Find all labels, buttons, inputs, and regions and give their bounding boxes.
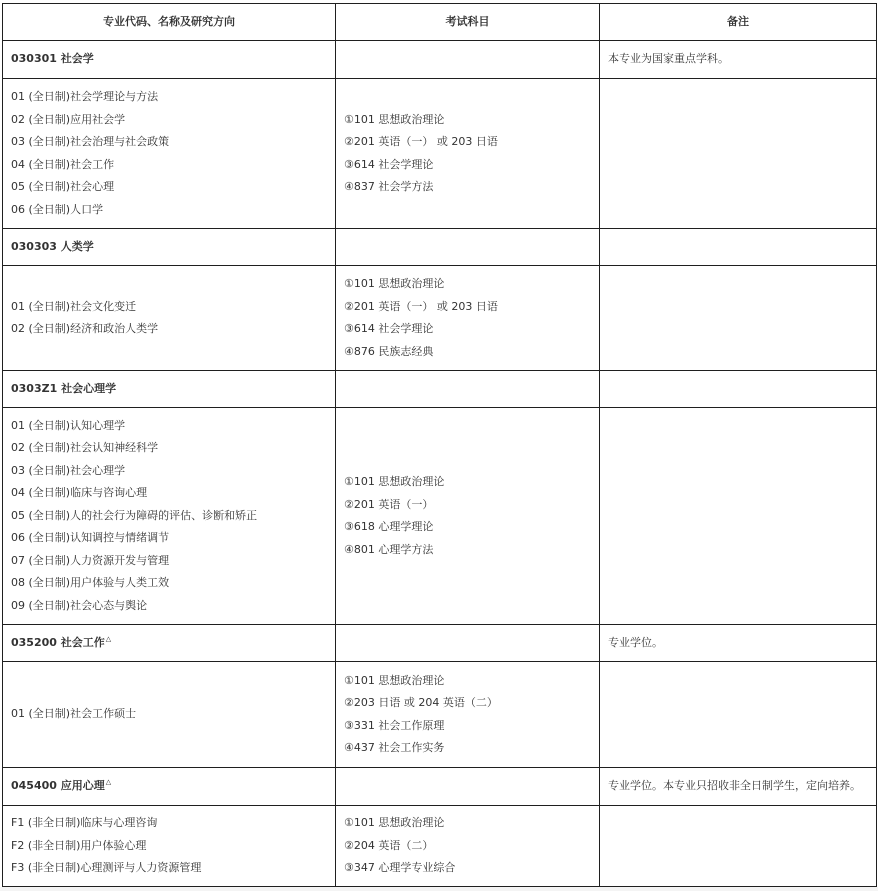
- directions-cell: [3, 79, 336, 229]
- exam-item: ③618 心理学理论: [344, 520, 434, 533]
- professional-degree-marker: △: [105, 778, 112, 787]
- direction-note: [600, 79, 877, 229]
- directions-cell: [3, 408, 336, 625]
- directions-cell: [3, 662, 336, 768]
- exam-item: ②203 日语 或 204 英语（二）: [344, 696, 498, 709]
- major-title-cell: [3, 625, 336, 662]
- direction-item: 06 (全日制)人口学: [11, 202, 104, 216]
- direction-item: 02 (全日制)社会认知神经科学: [11, 441, 159, 455]
- major-title: 035200 社会工作: [11, 635, 105, 649]
- direction-row: [3, 806, 877, 887]
- header-major: 专业代码、名称及研究方向: [3, 4, 336, 41]
- major-title-cell: [3, 41, 336, 79]
- direction-item: F2 (非全日制)用户体验心理: [11, 838, 147, 852]
- major-exam-cell: [336, 41, 600, 79]
- direction-item: 05 (全日制)社会心理: [11, 180, 115, 193]
- major-row: [3, 768, 877, 806]
- exams-cell: [336, 408, 600, 625]
- exam-item: ③331 社会工作原理: [344, 718, 445, 732]
- direction-item: 02 (全日制)经济和政治人类学: [11, 322, 159, 335]
- header-exams: 考试科目: [336, 4, 600, 41]
- exam-item: ④801 心理学方法: [344, 542, 434, 556]
- exam-item: ①101 思想政治理论: [344, 112, 445, 126]
- major-row: [3, 229, 877, 266]
- major-row: [3, 371, 877, 408]
- major-exam-cell: [336, 768, 600, 806]
- exam-item: ①101 思想政治理论: [344, 475, 445, 488]
- major-title-cell: [3, 768, 336, 806]
- direction-row: [3, 266, 877, 371]
- exam-item: ②204 英语（二）: [344, 838, 434, 852]
- direction-item: 08 (全日制)用户体验与人类工效: [11, 576, 170, 590]
- major-exam-cell: [336, 229, 600, 266]
- direction-note: [600, 266, 877, 371]
- major-exam-cell: [336, 371, 600, 408]
- directions-cell: [3, 266, 336, 371]
- direction-note: [600, 662, 877, 768]
- direction-item: F1 (非全日制)临床与心理咨询: [11, 816, 158, 830]
- direction-item: 04 (全日制)临床与咨询心理: [11, 486, 148, 500]
- exam-item: ③614 社会学理论: [344, 322, 434, 335]
- major-note: 专业学位。: [600, 625, 877, 662]
- direction-item: 05 (全日制)人的社会行为障碍的评估、诊断和矫正: [11, 508, 258, 522]
- major-title: 030303 人类学: [11, 239, 94, 253]
- major-title-cell: [3, 371, 336, 408]
- exam-item: ④837 社会学方法: [344, 180, 434, 193]
- exam-item: ④876 民族志经典: [344, 344, 434, 358]
- major-note: 本专业为国家重点学科。: [600, 41, 877, 79]
- exam-item: ②201 英语（一） 或 203 日语: [344, 135, 498, 148]
- professional-degree-marker: △: [105, 634, 112, 643]
- exam-item: ③347 心理学专业综合: [344, 861, 456, 875]
- exam-item: ④437 社会工作实务: [344, 741, 445, 754]
- exam-item: ②201 英语（一） 或 203 日语: [344, 299, 498, 313]
- exams-cell: [336, 806, 600, 887]
- directions-cell: [3, 806, 336, 887]
- major-row: [3, 625, 877, 662]
- exams-cell: [336, 662, 600, 768]
- major-note: [600, 229, 877, 266]
- exam-item: ①101 思想政治理论: [344, 277, 445, 290]
- direction-note: [600, 806, 877, 887]
- direction-row: [3, 662, 877, 768]
- major-note: 专业学位。本专业只招收非全日制学生，定向培养。: [600, 768, 877, 806]
- exams-cell: [336, 266, 600, 371]
- header-row: [3, 4, 877, 41]
- direction-row: [3, 408, 877, 625]
- exam-item: ①101 思想政治理论: [344, 816, 445, 830]
- major-title: 0303Z1 社会心理学: [11, 381, 117, 395]
- major-title-cell: [3, 229, 336, 266]
- direction-item: 01 (全日制)社会文化变迁: [11, 299, 137, 313]
- direction-item: 01 (全日制)社会工作硕士: [11, 707, 137, 721]
- direction-item: 01 (全日制)社会学理论与方法: [11, 90, 159, 103]
- page-bottom-edge: [0, 887, 878, 891]
- direction-item: 03 (全日制)社会心理学: [11, 463, 126, 477]
- direction-item: 07 (全日制)人力资源开发与管理: [11, 553, 170, 567]
- exams-cell: [336, 79, 600, 229]
- direction-item: 09 (全日制)社会心态与舆论: [11, 598, 148, 612]
- admissions-table: [2, 3, 877, 887]
- direction-item: 02 (全日制)应用社会学: [11, 112, 126, 126]
- direction-item: 01 (全日制)认知心理学: [11, 418, 126, 432]
- major-note: [600, 371, 877, 408]
- exam-item: ③614 社会学理论: [344, 157, 434, 171]
- exam-item: ①101 思想政治理论: [344, 673, 445, 687]
- exam-item: ②201 英语（一）: [344, 497, 434, 511]
- direction-item: 06 (全日制)认知调控与情绪调节: [11, 531, 170, 545]
- direction-item: 04 (全日制)社会工作: [11, 157, 115, 171]
- direction-note: [600, 408, 877, 625]
- direction-row: [3, 79, 877, 229]
- header-notes: 备注: [600, 4, 877, 41]
- major-exam-cell: [336, 625, 600, 662]
- major-title: 045400 应用心理: [11, 779, 105, 793]
- direction-item: 03 (全日制)社会治理与社会政策: [11, 135, 170, 148]
- major-row: [3, 41, 877, 79]
- direction-item: F3 (非全日制)心理测评与人力资源管理: [11, 861, 202, 875]
- major-title: 030301 社会学: [11, 52, 94, 66]
